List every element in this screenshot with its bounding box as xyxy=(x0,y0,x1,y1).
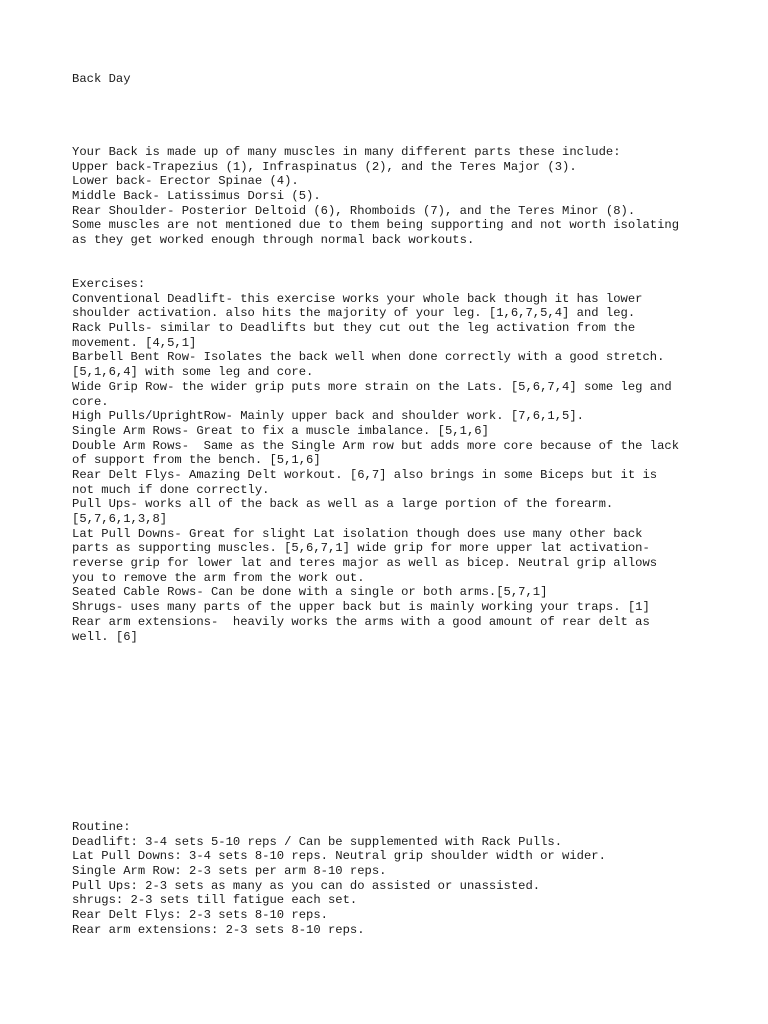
routine-heading: Routine: xyxy=(72,820,131,834)
document-title-block xyxy=(72,72,722,87)
intro-line: as they get worked enough through normal back workouts. xyxy=(72,233,475,248)
exercise-line: Pull Ups- works all of the back as well as a large portion of the forearm. xyxy=(72,497,614,512)
exercise-line: [5,1,6,4] with some leg and core. xyxy=(72,365,314,380)
exercise-line: Rear Delt Flys- Amazing Delt workout. [6,7] also brings in some Biceps but it is xyxy=(72,467,658,482)
routine-line: Rear Delt Flys: 2-3 sets 8-10 reps. xyxy=(72,908,328,923)
routine-line: Deadlift: 3-4 sets 5-10 reps / Can be supplemented with Rack Pulls. xyxy=(72,834,563,849)
routine-line: Rear arm extensions: 2-3 sets 8-10 reps. xyxy=(72,922,365,937)
exercise-line: core. xyxy=(72,394,109,409)
routine-section xyxy=(72,820,722,938)
exercise-line: you to remove the arm from the work out. xyxy=(72,570,365,585)
routine-line: shrugs: 2-3 sets till fatigue each set. xyxy=(72,893,358,908)
routine-line: Pull Ups: 2-3 sets as many as you can do assisted or unassisted. xyxy=(72,878,541,893)
exercise-line: Conventional Deadlift- this exercise works your whole back though it has lower xyxy=(72,291,643,306)
exercises-heading: Exercises: xyxy=(72,277,146,291)
exercise-line: parts as supporting muscles. [5,6,7,1] wide grip for more upper lat activation- xyxy=(72,541,650,556)
intro-line: Some muscles are not mentioned due to them being supporting and not worth isolating xyxy=(72,218,680,233)
exercise-line: movement. [4,5,1] xyxy=(72,335,197,350)
exercise-line: shoulder activation. also hits the majority of your leg. [1,6,7,5,4] and leg. xyxy=(72,306,636,321)
intro-line: Middle Back- Latissimus Dorsi (5). xyxy=(72,189,321,204)
exercise-line: Single Arm Rows- Great to fix a muscle imbalance. [5,1,6] xyxy=(72,423,489,438)
exercise-line: Rear arm extensions- heavily works the arms with a good amount of rear delt as xyxy=(72,614,650,629)
intro-line: Lower back- Erector Spinae (4). xyxy=(72,174,299,189)
routine-line: Lat Pull Downs: 3-4 sets 8-10 reps. Neutral grip shoulder width or wider. xyxy=(72,849,606,864)
exercise-line: High Pulls/UprightRow- Mainly upper back and shoulder work. [7,6,1,5]. xyxy=(72,409,584,424)
document-title: Back Day xyxy=(72,72,131,86)
intro-section xyxy=(72,145,722,248)
exercise-line: Double Arm Rows- Same as the Single Arm row but adds more core because of the lack xyxy=(72,438,680,453)
intro-line: Your Back is made up of many muscles in many different parts these include: xyxy=(72,145,621,159)
exercise-line: [5,7,6,1,3,8] xyxy=(72,512,168,526)
exercise-line: well. [6] xyxy=(72,629,138,644)
exercise-line: not much if done correctly. xyxy=(72,482,270,497)
exercise-line: Rack Pulls- similar to Deadlifts but they cut out the leg activation from the xyxy=(72,321,636,336)
exercise-line: Barbell Bent Row- Isolates the back well when done correctly with a good stretch. xyxy=(72,350,665,365)
routine-line: Single Arm Row: 2-3 sets per arm 8-10 reps. xyxy=(72,864,387,879)
intro-line: Rear Shoulder- Posterior Deltoid (6), Rhomboids (7), and the Teres Minor (8). xyxy=(72,203,636,218)
exercise-line: reverse grip for lower lat and teres major as well as bicep. Neutral grip allows xyxy=(72,556,658,571)
exercise-line: Wide Grip Row- the wider grip puts more strain on the Lats. [5,6,7,4] some leg and xyxy=(72,379,672,394)
exercise-line: Seated Cable Rows- Can be done with a single or both arms.[5,7,1] xyxy=(72,585,548,600)
exercise-line: Shrugs- uses many parts of the upper back but is mainly working your traps. [1] xyxy=(72,600,650,615)
exercises-section xyxy=(72,277,722,644)
exercise-line: Lat Pull Downs- Great for slight Lat isolation though does use many other back xyxy=(72,526,643,541)
exercise-line: of support from the bench. [5,1,6] xyxy=(72,453,321,468)
intro-line: Upper back-Trapezius (1), Infraspinatus (2), and the Teres Major (3). xyxy=(72,159,577,174)
